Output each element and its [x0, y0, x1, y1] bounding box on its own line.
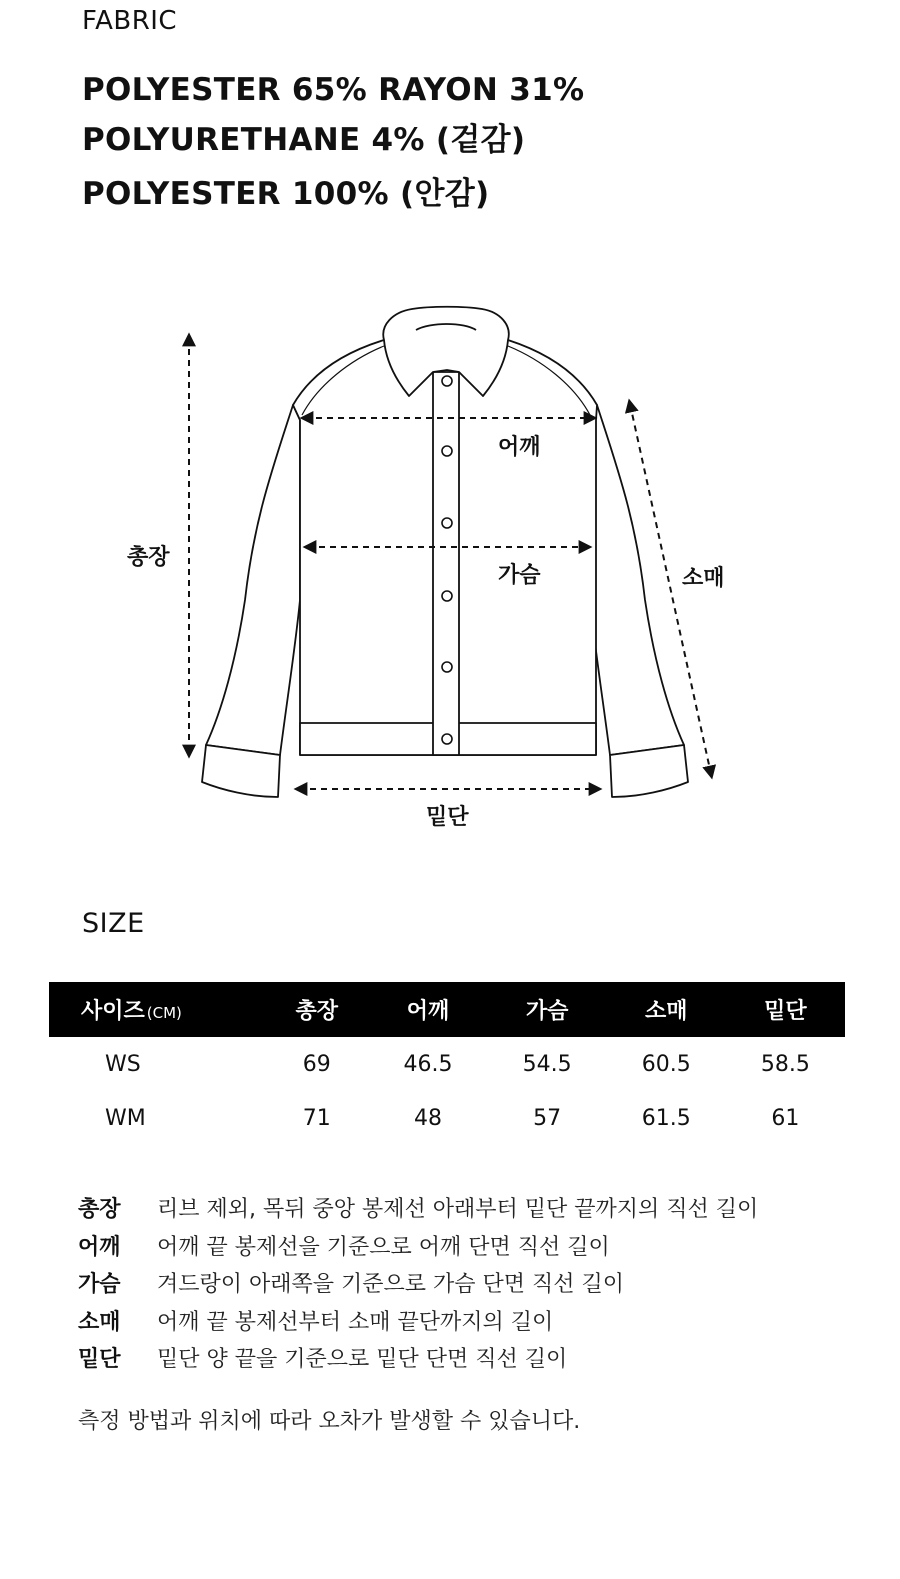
- table-cell: 58.5: [760, 1051, 810, 1077]
- legend-description: 어깨 끝 봉제선부터 소매 끝단까지의 길이: [157, 1310, 554, 1335]
- table-cell: 60.5: [641, 1051, 691, 1077]
- table-row: [49, 1037, 845, 1091]
- column-header-length: 총장: [265, 982, 368, 1037]
- size-name: WS: [105, 1051, 141, 1077]
- unit-label: (CM): [146, 1004, 182, 1022]
- legend-term: 가슴: [78, 1272, 121, 1297]
- table-cell: 54.5: [522, 1051, 572, 1077]
- legend-term: 소매: [78, 1310, 121, 1335]
- table-cell: 46.5: [403, 1051, 453, 1077]
- size-name: WM: [105, 1105, 146, 1131]
- column-header-shoulder: 어깨: [368, 982, 487, 1037]
- table-cell: 57: [533, 1105, 562, 1131]
- legend-item: [78, 1192, 758, 1223]
- column-header-chest: 가슴: [488, 982, 607, 1037]
- size-heading: SIZE: [82, 908, 145, 939]
- column-header-hem: 밑단: [726, 982, 845, 1037]
- shoulder-label: 어깨: [498, 435, 541, 460]
- fabric-composition-line-1: POLYESTER 65% RAYON 31%: [82, 72, 585, 108]
- size-column-header: [49, 982, 265, 1037]
- legend-item: [78, 1267, 624, 1298]
- legend-description: 겨드랑이 아래쪽을 기준으로 가슴 단면 직선 길이: [157, 1272, 625, 1297]
- fabric-composition-line-3: POLYESTER 100% (안감): [82, 176, 490, 212]
- length-label: 총장: [127, 545, 170, 570]
- legend-item: [78, 1230, 610, 1261]
- table-cell: 69: [302, 1051, 331, 1077]
- legend-description: 리브 제외, 목뒤 중앙 봉제선 아래부터 밑단 끝까지의 직선 길이: [157, 1197, 759, 1222]
- size-table-header: [49, 982, 845, 1037]
- column-header-sleeve: 소매: [607, 982, 726, 1037]
- legend-term: 어깨: [78, 1235, 121, 1260]
- sleeve-label: 소매: [682, 566, 725, 591]
- measurement-note: 측정 방법과 위치에 따라 오차가 발생할 수 있습니다.: [78, 1409, 581, 1434]
- size-column-label: 사이즈: [81, 999, 145, 1024]
- legend-term: 총장: [78, 1197, 121, 1222]
- hem-label: 밑단: [426, 805, 469, 830]
- table-cell: 61.5: [641, 1105, 691, 1131]
- table-row: [49, 1091, 845, 1145]
- size-table: [49, 982, 845, 1145]
- legend-description: 밑단 양 끝을 기준으로 밑단 단면 직선 길이: [157, 1347, 568, 1372]
- table-cell: 48: [413, 1105, 442, 1131]
- legend-item: [78, 1305, 553, 1336]
- table-cell: 61: [771, 1105, 800, 1131]
- legend-item: [78, 1342, 567, 1373]
- legend-term: 밑단: [78, 1347, 121, 1372]
- legend-description: 어깨 끝 봉제선을 기준으로 어깨 단면 직선 길이: [157, 1235, 610, 1260]
- chest-label: 가슴: [498, 563, 541, 588]
- fabric-composition-line-2: POLYURETHANE 4% (겉감): [82, 122, 526, 158]
- fabric-heading: FABRIC: [82, 6, 178, 36]
- jacket-measurement-diagram: [0, 295, 900, 835]
- table-cell: 71: [302, 1105, 331, 1131]
